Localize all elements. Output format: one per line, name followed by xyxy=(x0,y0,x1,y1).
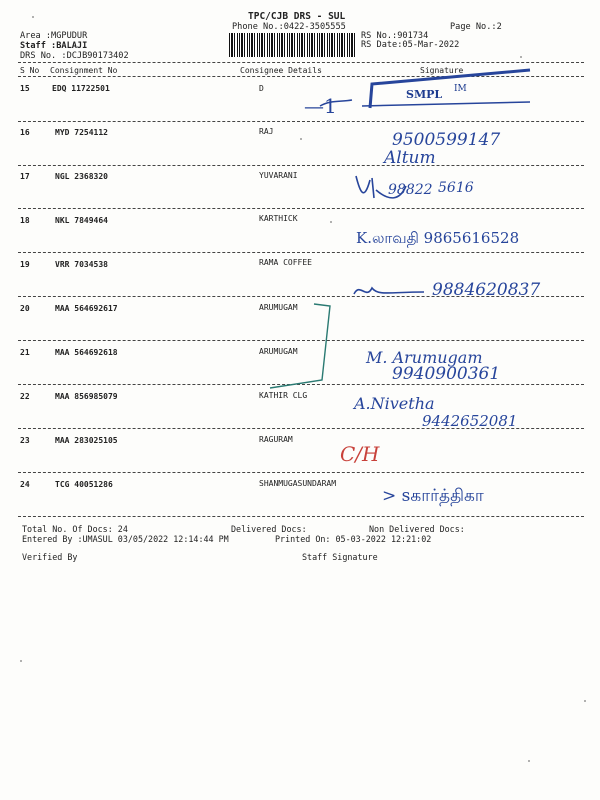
row-22-phone: 9442652081 xyxy=(422,412,518,430)
arumugam-bracket-line xyxy=(260,296,350,392)
column-signature: Signature xyxy=(420,66,464,75)
row-consignee: SHANMUGASUNDARAM xyxy=(259,479,337,488)
delivered-docs: Delivered Docs: xyxy=(231,524,307,534)
row-19-phone: 9884620837 xyxy=(432,280,541,300)
row-consignment: NGL 2368320 xyxy=(55,172,108,181)
row-sno: 24 xyxy=(20,480,30,489)
row-consignment: NKL 7849464 xyxy=(55,216,108,225)
total-docs: Total No. Of Docs: 24 xyxy=(22,524,128,534)
row-consignee: YUVARANI xyxy=(259,171,298,180)
row-consignee: KARTHICK xyxy=(259,214,298,223)
row-consignee: RAGURAM xyxy=(259,435,293,444)
row-21-phone: 9940900361 xyxy=(392,364,501,384)
row-consignee: ARUMUGAM xyxy=(259,347,298,356)
row-24-signature: > sகார்த்திகா xyxy=(382,486,484,506)
row-divider xyxy=(18,208,584,209)
row-divider xyxy=(18,472,584,473)
area: Area :MGPUDUR xyxy=(20,31,88,41)
rs-date: RS Date:05-Mar-2022 xyxy=(361,40,460,50)
row-consignment: MAA 856985079 xyxy=(55,392,118,401)
scan-speck xyxy=(330,221,332,223)
scan-speck xyxy=(584,700,586,702)
row-22-name: A.Nivetha xyxy=(354,394,435,413)
row-consignee: ARUMUGAM xyxy=(259,303,298,312)
row-consignment: EDQ 11722501 xyxy=(52,84,110,93)
row-divider xyxy=(18,165,584,166)
row-23-mark: C/H xyxy=(340,442,380,466)
row-consignee: RAJ xyxy=(259,127,274,136)
staff: Staff :BALAJI xyxy=(20,41,88,51)
row-consignment: VRR 7034538 xyxy=(55,260,108,269)
scan-speck xyxy=(528,760,530,762)
row-16-phone: 9500599147 xyxy=(392,130,501,150)
document-title: TPC/CJB DRS - SUL xyxy=(248,11,346,22)
scan-speck xyxy=(520,56,522,58)
column-consignment: Consignment No xyxy=(50,66,118,75)
row-sno: 21 xyxy=(20,348,30,357)
barcode xyxy=(229,33,357,57)
rs-number: RS No.:901734 xyxy=(361,31,429,41)
row-sno: 19 xyxy=(20,260,30,269)
scan-speck xyxy=(32,16,34,18)
row-18-signature: K.லாவதி 9865616528 xyxy=(356,229,520,247)
row-sno: 23 xyxy=(20,436,30,445)
row-divider xyxy=(18,252,584,253)
row-consignee: D xyxy=(259,84,264,93)
row-17-number: 98822 xyxy=(388,182,433,198)
row-consignment: MAA 283025105 xyxy=(55,436,118,445)
row-17-number-2: 5616 xyxy=(438,180,474,196)
stamp-small-text: IM xyxy=(454,84,467,94)
row-19-scribble xyxy=(350,282,430,302)
phone-number: Phone No.:0422-3505555 xyxy=(232,22,346,32)
row-consignee: RAMA COFFEE xyxy=(259,258,312,267)
row-sno: 17 xyxy=(20,172,30,181)
row-consignee: KATHIR CLG xyxy=(259,391,308,400)
non-delivered-docs: Non Delivered Docs: xyxy=(369,524,465,534)
staff-signature: Staff Signature xyxy=(302,552,378,562)
verified-by: Verified By xyxy=(22,552,78,562)
column-sno: S No xyxy=(20,66,40,75)
row-sno: 20 xyxy=(20,304,30,313)
column-consignee: Consignee Details xyxy=(240,66,322,75)
row-sno: 15 xyxy=(20,84,30,93)
row-consignment: MYD 7254112 xyxy=(55,128,108,137)
scan-speck xyxy=(20,660,22,662)
entered-by: Entered By :UMASUL 03/05/2022 12:14:44 PM xyxy=(22,534,229,544)
row-21-name: M. Arumugam xyxy=(366,348,483,367)
row-17-scribble xyxy=(350,172,410,208)
page-number: Page No.:2 xyxy=(450,22,502,32)
row-consignment: MAA 564692617 xyxy=(55,304,118,313)
row-consignment: MAA 564692618 xyxy=(55,348,118,357)
row-15-mark: —1 xyxy=(304,94,337,118)
scan-speck xyxy=(300,138,302,140)
drs-number: DRS No. :DCJB90173402 xyxy=(20,51,129,61)
printed-on: Printed On: 05-03-2022 12:21:02 xyxy=(275,534,432,544)
row-sno: 16 xyxy=(20,128,30,137)
row-sno: 18 xyxy=(20,216,30,225)
stamp-text: SMPL xyxy=(406,88,443,101)
row-divider xyxy=(18,516,584,517)
row-consignment: TCG 40051286 xyxy=(55,480,113,489)
row-16-signature: Altum xyxy=(384,148,436,168)
row-sno: 22 xyxy=(20,392,30,401)
